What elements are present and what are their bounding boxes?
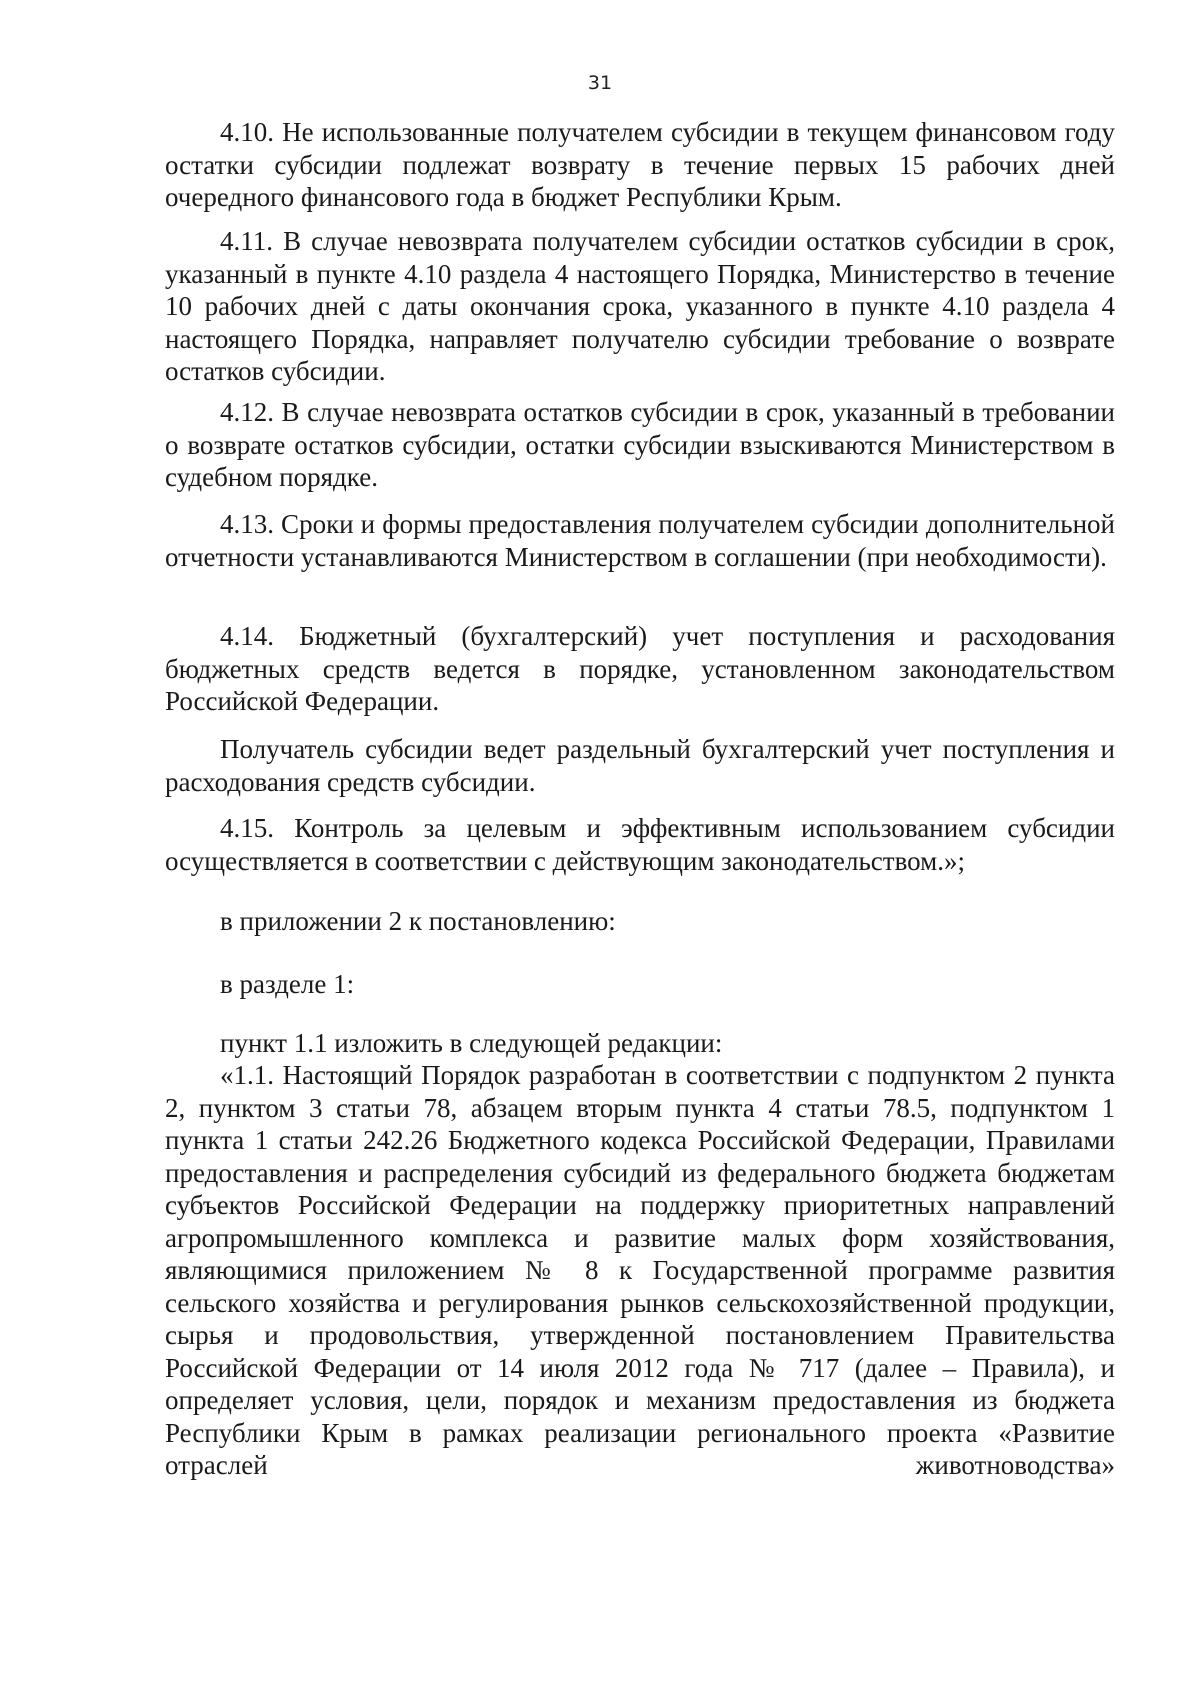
paragraph-1-1: «1.1. Настоящий Порядок разработан в соответствии с подпунктом 2 пункта 2, пунктом 3 статьи 78, абзацем вторым пункта 4 статьи 78.5, подпунктом 1 пункта 1 статьи 242.26 Бюджетного кодекса Российской Федерации, Правилами предоставления и распределения субсидий из федерального бюджета бюджетам субъектов Российской Федерации на поддержку приоритетных направлений агропромышленного комплекса и развитие малых форм хозяйствования, являющимися приложением № 8 к Государственной программе развития сельского хозяйства и регулирования рынков сельскохозяйственной продукции, сырья и продовольствия, утвержденной постановлением Правительства Российской Федерации от 14 июля 2012 года № 717 (далее – Правила), и определяет условия, цели, порядок и механизм предоставления из бюджета Республики Крым в рамках реализации регионального проекта «Развитие отраслей животноводства»	[165, 1060, 1115, 1480]
paragraph-4-10: 4.10. Не использованные получателем субсидии в текущем финансовом году остатки субсидии подлежат возврату в течение первых 15 рабочих дней очередного финансового года в бюджет Республики Крым.	[165, 117, 1115, 212]
page-number: 31	[587, 72, 613, 94]
paragraph-section-1: в разделе 1:	[220, 969, 355, 999]
paragraph-4-13: 4.13. Сроки и формы предоставления получателем субсидии дополнительной отчетности устанавливаются Министерством в соглашении (при необходимости).	[165, 509, 1115, 572]
paragraph-4-12: 4.12. В случае невозврата остатков субсидии в срок, указанный в требовании о возврате остатков субсидии, остатки субсидии взыскиваются Министерством в судебном порядке.	[165, 397, 1115, 492]
paragraph-item-1-1-intro: пункт 1.1 изложить в следующей редакции:	[220, 1028, 723, 1058]
paragraph-4-11: 4.11. В случае невозврата получателем субсидии остатков субсидии в срок, указанный в пункте 4.10 раздела 4 настоящего Порядка, Министерство в течение 10 рабочих дней с даты окончания срока, указанного в пункте 4.10 раздела 4 настоящего Порядка, направляет получателю субсидии требование о возврате остатков субсидии.	[165, 226, 1115, 386]
paragraph-4-15: 4.15. Контроль за целевым и эффективным использованием субсидии осуществляется в соответствии с действующим законодательством.»;	[165, 813, 1115, 876]
paragraph-accounting: Получатель субсидии ведет раздельный бухгалтерский учет поступления и расходования средств субсидии.	[165, 734, 1115, 797]
paragraph-4-14: 4.14. Бюджетный (бухгалтерский) учет поступления и расходования бюджетных средств ведется в порядке, установленном законодательством Российской Федерации.	[165, 621, 1115, 716]
paragraph-annex-2: в приложении 2 к постановлению:	[220, 906, 616, 936]
